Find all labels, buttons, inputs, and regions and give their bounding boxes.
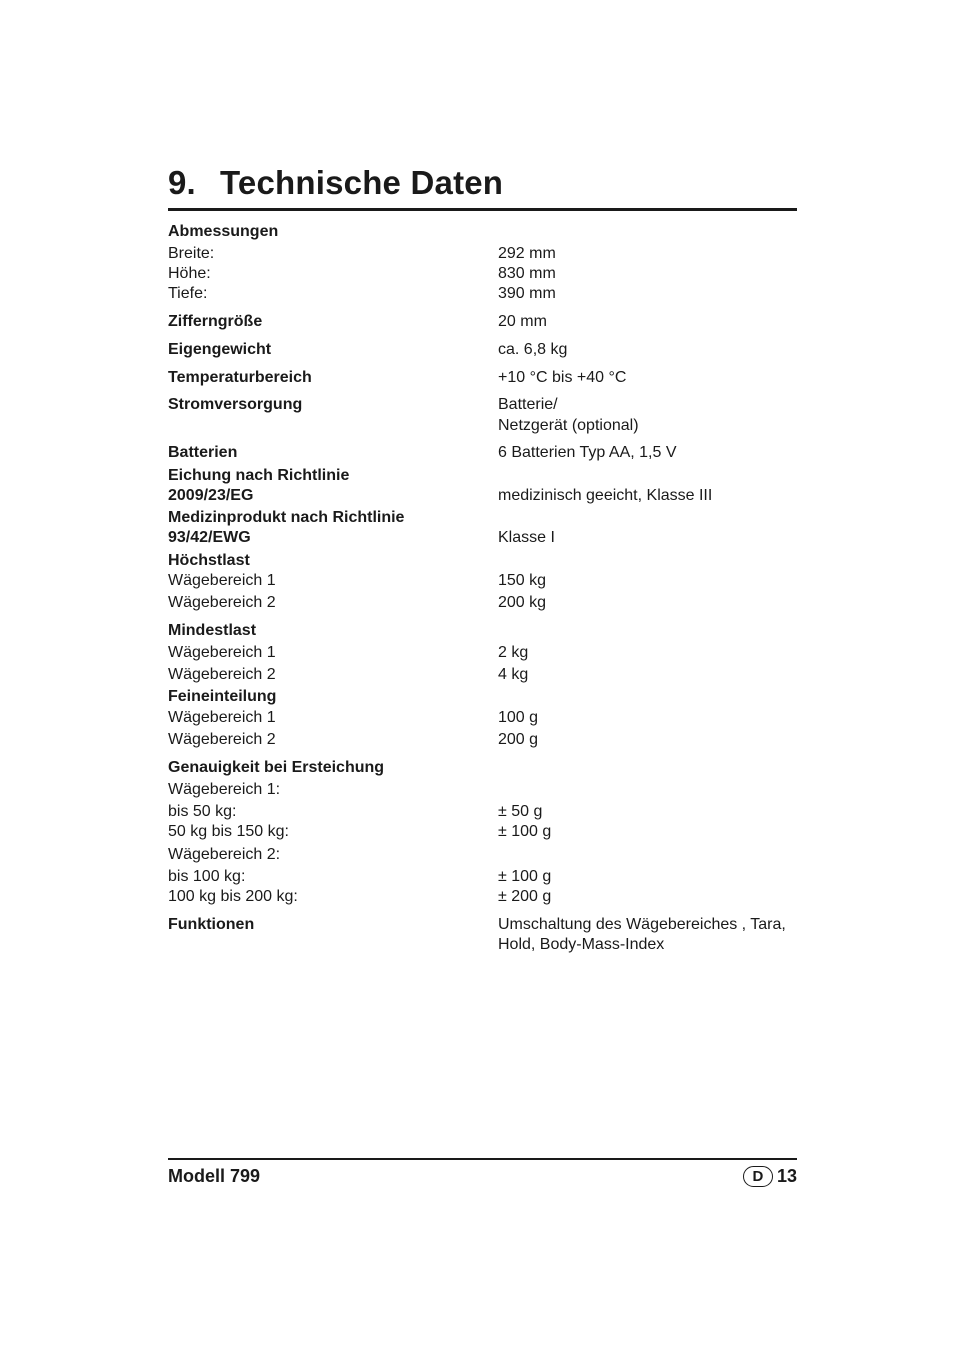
spec-label-batterien: Batterien (168, 444, 238, 461)
spec-label-hoechstlast-wb1: Wägebereich 1 (168, 572, 276, 589)
language-badge: D (743, 1166, 773, 1187)
spec-value-eichung: medizinisch geeicht, Klasse III (498, 487, 713, 504)
spec-label-hoehe: Höhe: (168, 265, 211, 282)
spec-value-funktionen-2: Hold, Body-Mass-Index (498, 936, 665, 953)
spec-label-mindestlast: Mindestlast (168, 622, 257, 639)
spec-value-mindestlast-wb1: 2 kg (498, 644, 529, 661)
title-rule (168, 208, 797, 211)
spec-value-stromversorgung-2: Netzgerät (optional) (498, 417, 639, 434)
spec-label-genauigkeit-r4: 100 kg bis 200 kg: (168, 888, 298, 905)
spec-value-genauigkeit-r1: ± 50 g (498, 803, 543, 820)
spec-value-feineinteilung-wb2: 200 g (498, 731, 539, 748)
spec-value-breite: 292 mm (498, 245, 556, 262)
spec-label-genauigkeit: Genauigkeit bei Ersteichung (168, 759, 385, 776)
spec-value-stromversorgung-1: Batterie/ (498, 396, 558, 413)
spec-label-feineinteilung-wb1: Wägebereich 1 (168, 709, 276, 726)
spec-value-genauigkeit-r4: ± 200 g (498, 888, 552, 905)
spec-label-medizinprodukt-1: Medizinprodukt nach Richtlinie (168, 509, 405, 526)
spec-label-feineinteilung: Feineinteilung (168, 688, 277, 705)
spec-value-temperaturbereich: +10 °C bis +40 °C (498, 369, 627, 386)
spec-value-batterien: 6 Batterien Typ AA, 1,5 V (498, 444, 677, 461)
spec-label-hoechstlast-wb2: Wägebereich 2 (168, 594, 276, 611)
spec-label-eichung-2: 2009/23/EG (168, 487, 254, 504)
spec-value-feineinteilung-wb1: 100 g (498, 709, 539, 726)
spec-value-funktionen-1: Umschaltung des Wägebereiches , Tara, (498, 916, 786, 933)
footer-page-info (743, 1166, 797, 1187)
spec-label-mindestlast-wb2: Wägebereich 2 (168, 666, 276, 683)
spec-value-eigengewicht: ca. 6,8 kg (498, 341, 568, 358)
spec-value-hoehe: 830 mm (498, 265, 556, 282)
footer-model: Modell 799 (168, 1166, 261, 1186)
spec-value-mindestlast-wb2: 4 kg (498, 666, 529, 683)
spec-value-tiefe: 390 mm (498, 285, 556, 302)
spec-value-hoechstlast-wb1: 150 kg (498, 572, 547, 589)
spec-label-eigengewicht: Eigengewicht (168, 341, 272, 358)
page-title (168, 164, 503, 202)
spec-label-zifferngroesse: Zifferngröße (168, 313, 263, 330)
section-number: 9. (168, 164, 196, 201)
spec-label-mindestlast-wb1: Wägebereich 1 (168, 644, 276, 661)
spec-label-abmessungen: Abmessungen (168, 223, 279, 240)
spec-label-medizinprodukt-2: 93/42/EWG (168, 529, 251, 546)
spec-label-genauigkeit-wb1: Wägebereich 1: (168, 781, 281, 798)
spec-value-genauigkeit-r3: ± 100 g (498, 868, 552, 885)
spec-label-eichung-1: Eichung nach Richtlinie (168, 467, 350, 484)
spec-label-stromversorgung: Stromversorgung (168, 396, 303, 413)
spec-label-feineinteilung-wb2: Wägebereich 2 (168, 731, 276, 748)
page-number: 13 (776, 1166, 797, 1186)
section-title: Technische Daten (220, 164, 504, 201)
spec-label-tiefe: Tiefe: (168, 285, 208, 302)
spec-value-genauigkeit-r2: ± 100 g (498, 823, 552, 840)
spec-label-genauigkeit-r3: bis 100 kg: (168, 868, 246, 885)
spec-label-hoechstlast: Höchstlast (168, 552, 250, 569)
spec-value-hoechstlast-wb2: 200 kg (498, 594, 547, 611)
spec-value-zifferngroesse: 20 mm (498, 313, 547, 330)
spec-label-genauigkeit-r1: bis 50 kg: (168, 803, 237, 820)
spec-label-temperaturbereich: Temperaturbereich (168, 369, 312, 386)
spec-label-genauigkeit-r2: 50 kg bis 150 kg: (168, 823, 289, 840)
spec-label-breite: Breite: (168, 245, 215, 262)
spec-value-medizinprodukt: Klasse I (498, 529, 555, 546)
spec-label-funktionen: Funktionen (168, 916, 255, 933)
spec-label-genauigkeit-wb2: Wägebereich 2: (168, 846, 281, 863)
footer-rule (168, 1158, 797, 1160)
